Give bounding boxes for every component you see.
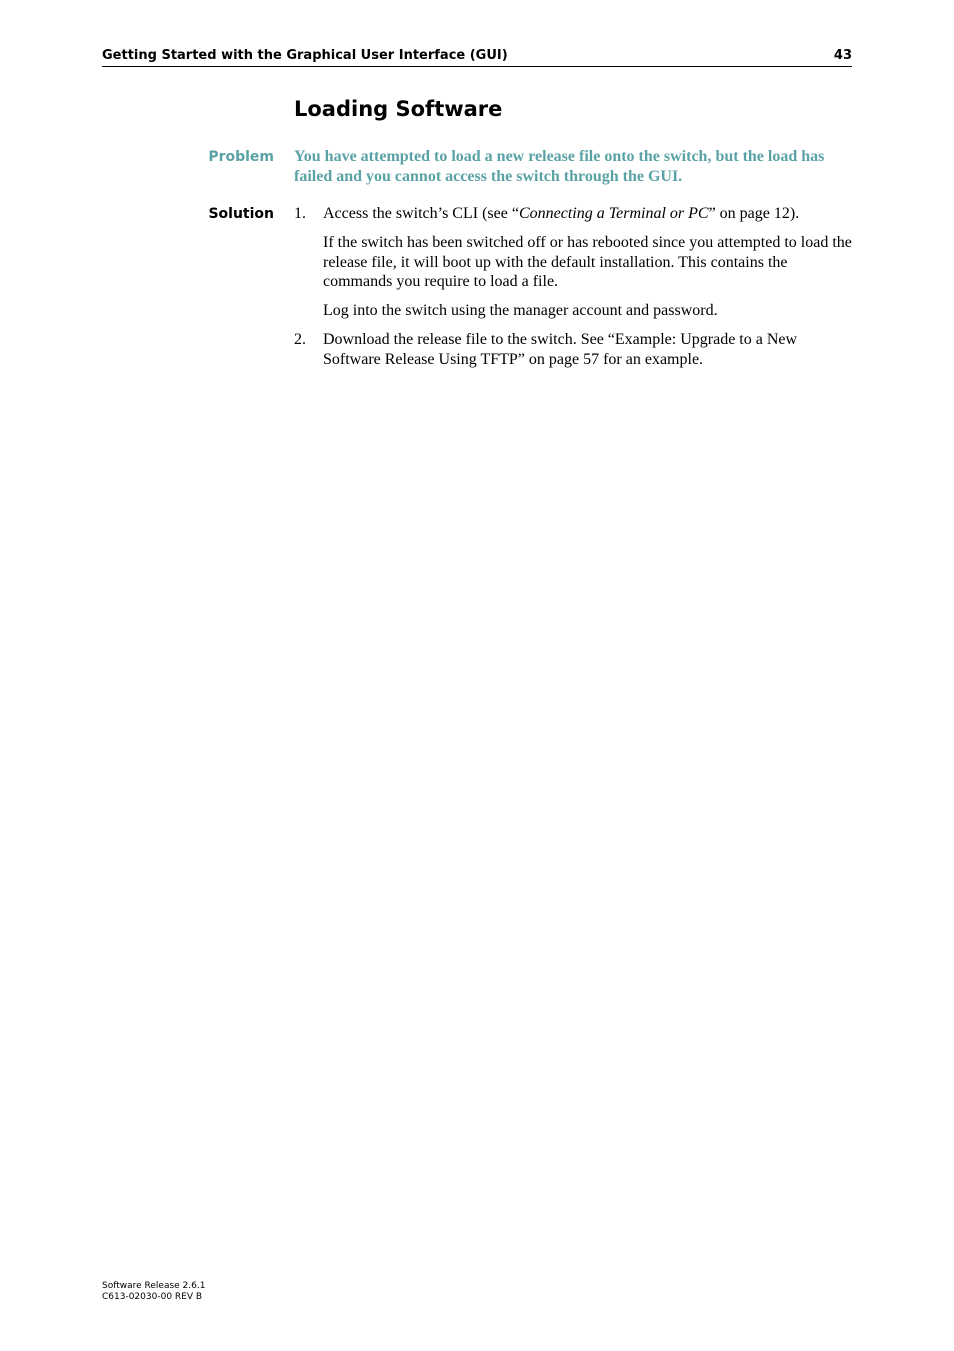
footer-document-code: C613-02030-00 REV B [102, 1292, 203, 1302]
problem-text: You have attempted to load a new release file onto the switch, but the load has failed and you cannot access the switch through the GUI. [294, 148, 825, 185]
header-title: Getting Started with the Graphical User Interface (GUI) [102, 48, 508, 63]
step-1-paragraph-2: If the switch has been switched off or has rebooted since you attempted to load the release file, it will boot up with the default installation. This contains the commands you require to load a file. [323, 234, 852, 290]
solution-step-1 [294, 204, 856, 321]
page-number: 43 [833, 48, 852, 63]
step-number: 1. [294, 205, 306, 222]
step-1-paragraph-1 [323, 204, 856, 224]
step-1-paragraph-3: Log into the switch using the manager account and password. [323, 302, 718, 319]
footer-release: Software Release 2.6.1 [102, 1281, 206, 1291]
problem-label: Problem [208, 149, 274, 165]
solution-label: Solution [208, 206, 274, 222]
section-title: Loading Software [294, 97, 503, 121]
solution-steps [294, 204, 856, 379]
step-number: 2. [294, 331, 306, 348]
page-footer [102, 1281, 205, 1303]
cross-reference-link[interactable]: Connecting a Terminal or PC [518, 205, 709, 222]
step-1-outro: ” on page 12). [708, 205, 800, 222]
step-2-paragraph: Download the release file to the switch. See “Example: Upgrade to a New Software Release Using TFTP” on page 57 for an example. [323, 331, 798, 368]
solution-step-2 [294, 330, 856, 369]
page-header [102, 48, 852, 67]
step-1-intro: Access the switch’s CLI (see “ [323, 205, 519, 222]
